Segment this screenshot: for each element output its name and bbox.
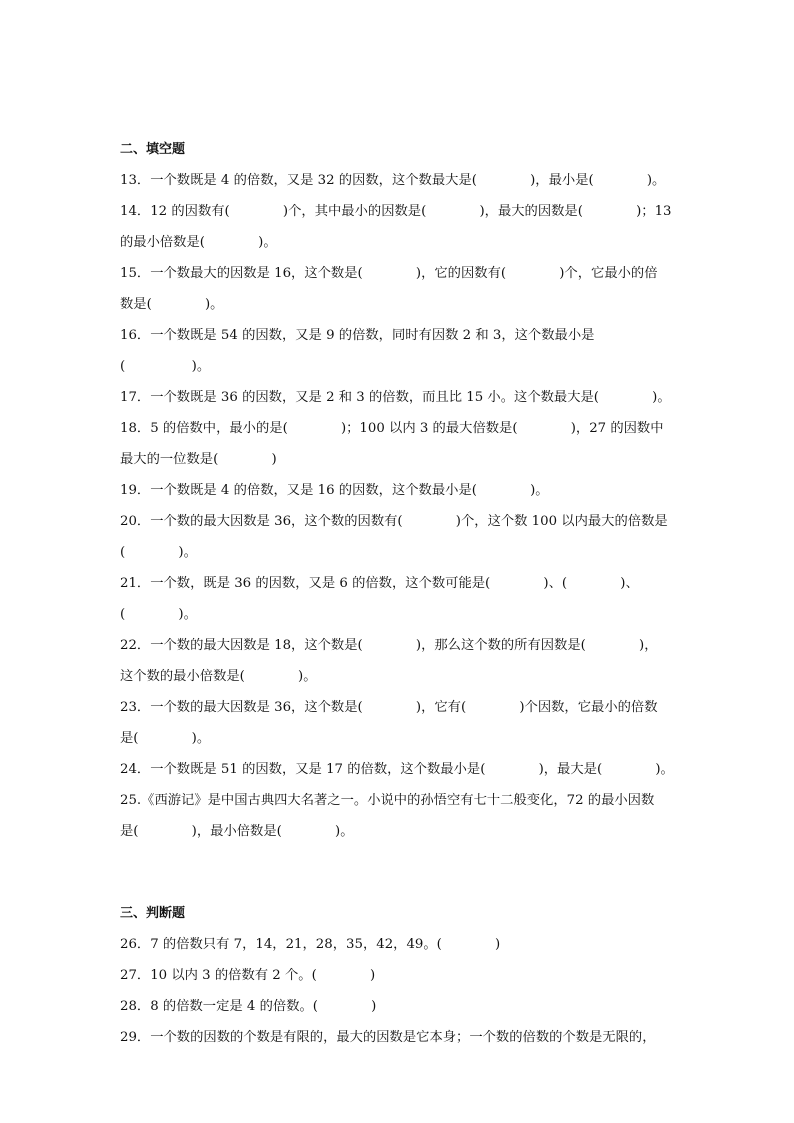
question-line: 28．8 的倍数一定是 4 的倍数。( ) bbox=[120, 999, 377, 1014]
question-line: 20．一个数的最大因数是 36，这个数的因数有( )个，这个数 100 以内最大的倍数是 bbox=[120, 514, 668, 529]
question-line: 24．一个数既是 51 的因数，又是 17 的倍数，这个数最小是( )，最大是( )。 bbox=[120, 762, 674, 777]
question-line: 是( )，最小倍数是( )。 bbox=[120, 824, 354, 839]
question-line: ( )。 bbox=[120, 607, 197, 622]
section-heading-true-false: 三、判断题 bbox=[120, 906, 186, 921]
question-line: 15．一个数最大的因数是 16，这个数是( )，它的因数有( )个，它最小的倍 bbox=[120, 266, 658, 281]
question-line: 26．7 的倍数只有 7，14，21，28，35，42，49。( ) bbox=[120, 937, 501, 952]
question-line: 最大的一位数是( ) bbox=[120, 452, 277, 467]
question-line: 19．一个数既是 4 的倍数，又是 16 的因数，这个数最小是( )。 bbox=[120, 483, 549, 498]
question-line: 14．12 的因数有( )个，其中最小的因数是( )，最大的因数是( )；13 bbox=[120, 204, 672, 219]
question-line: 17．一个数既是 36 的因数，又是 2 和 3 的倍数，而且比 15 小。这个数最大是( )。 bbox=[120, 390, 671, 405]
question-line: 22．一个数的最大因数是 18，这个数是( )，那么这个数的所有因数是( )， bbox=[120, 638, 658, 653]
question-line: 数是( )。 bbox=[120, 297, 224, 312]
question-line: 18．5 的倍数中，最小的是( )；100 以内 3 的最大倍数是( )，27 的因数中 bbox=[120, 421, 664, 436]
question-line: 是( )。 bbox=[120, 731, 211, 746]
question-line: 16．一个数既是 54 的因数，又是 9 的倍数，同时有因数 2 和 3，这个数最小是 bbox=[120, 328, 595, 343]
question-line: 的最小倍数是( )。 bbox=[120, 235, 277, 250]
section-gap bbox=[120, 847, 680, 898]
question-line: 23．一个数的最大因数是 36，这个数是( )，它有( )个因数，它最小的倍数 bbox=[120, 700, 658, 715]
question-line: 25.《西游记》是中国古典四大名著之一。小说中的孙悟空有七十二般变化，72 的最小因数 bbox=[120, 793, 655, 808]
question-line: 13．一个数既是 4 的倍数，又是 32 的因数，这个数最大是( )，最小是( )。 bbox=[120, 173, 666, 188]
question-line: 27．10 以内 3 的倍数有 2 个。( ) bbox=[120, 968, 376, 983]
question-line: ( )。 bbox=[120, 545, 197, 560]
section-heading-fill-in: 二、填空题 bbox=[120, 142, 186, 157]
question-line: ( )。 bbox=[120, 359, 211, 374]
question-line: 21．一个数，既是 36 的因数，又是 6 的倍数，这个数可能是( )、( )、 bbox=[120, 576, 639, 591]
question-line: 29．一个数的因数的个数是有限的，最大的因数是它本身；一个数的倍数的个数是无限的， bbox=[120, 1030, 656, 1045]
question-line: 这个数的最小倍数是( )。 bbox=[120, 669, 317, 684]
worksheet-content bbox=[120, 134, 680, 1053]
